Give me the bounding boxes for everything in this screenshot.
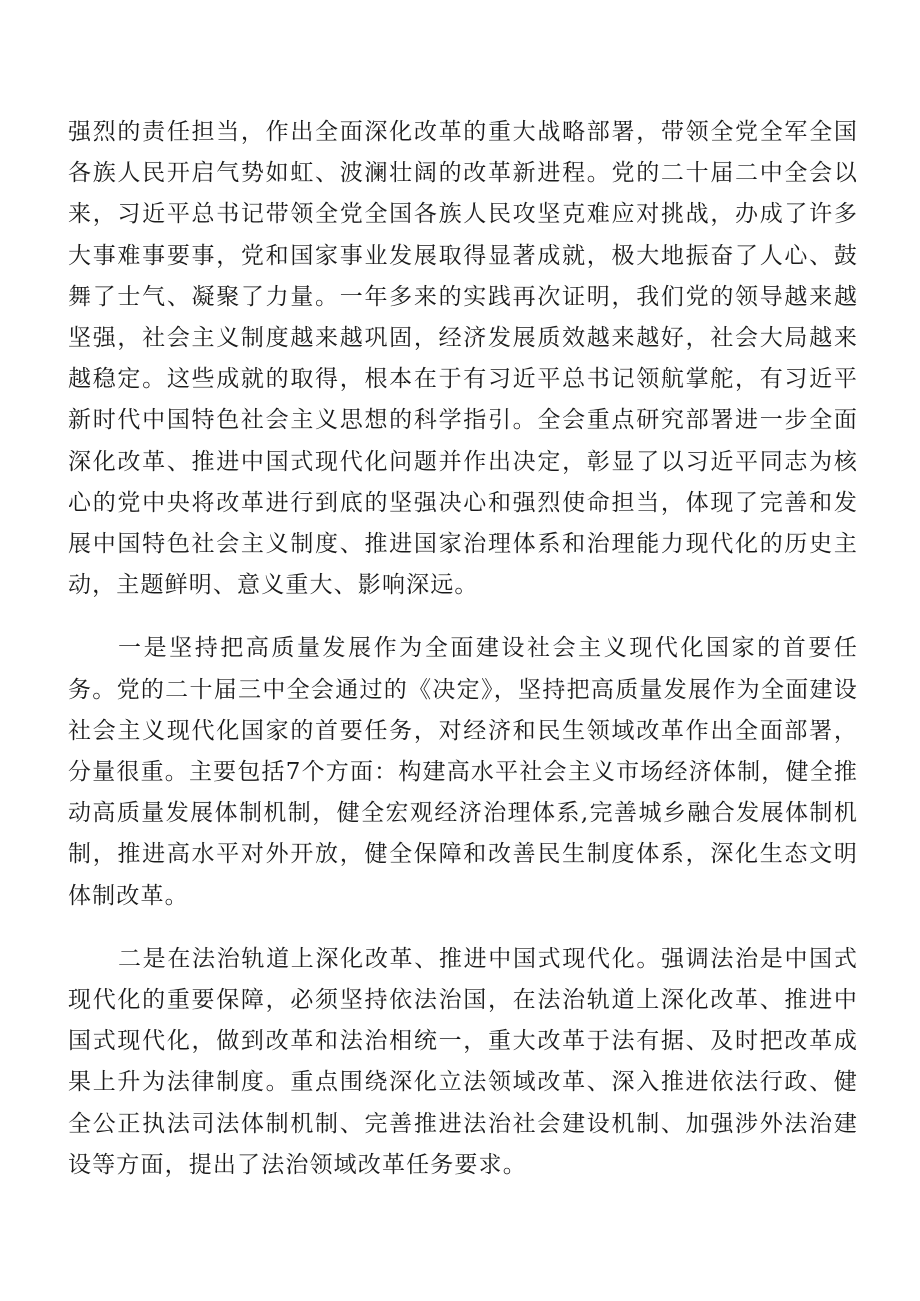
paragraph-intro: 强烈的责任担当，作出全面深化改革的重大战略部署，带领全党全军全国各族人民开启气势如虹、波澜壮阔的改革新进程。党的二十届二中全会以来，习近平总书记带领全党全国各族人民攻坚克难应对挑战，办成了许多大事难事要事，党和国家事业发展取得显著成就，极大地振奋了人心、鼓舞了士气、凝聚了力量。一年多来的实践再次证明，我们党的领导越来越坚强，社会主义制度越来越巩固，经济发展质效越来越好，社会大局越来越稳定。这些成就的取得，根本在于有习近平总书记领航掌舵，有习近平新时代中国特色社会主义思想的科学指引。全会重点研究部署进一步全面深化改革、推进中国式现代化问题并作出决定，彰显了以习近平同志为核心的党中央将改革进行到底的坚强决心和强烈使命担当，体现了完善和发展中国特色社会主义制度、推进国家治理体系和治理能力现代化的历史主动，主题鲜明、意义重大、影响深远。 bbox=[68, 119, 858, 599]
document-body bbox=[68, 112, 858, 1186]
paragraph-point-two: 二是在法治轨道上深化改革、推进中国式现代化。强调法治是中国式现代化的重要保障，必须坚持依法治国，在法治轨道上深化改革、推进中国式现代化，做到改革和法治相统一，重大改革于法有据、及时把改革成果上升为法律制度。重点围绕深化立法领域改革、深入推进依法行政、健全公正执法司法体制机制、完善推进法治社会建设机制、加强涉外法治建设等方面，提出了法治领域改革任务要求。 bbox=[68, 945, 858, 1178]
paragraph-point-one: 一是坚持把高质量发展作为全面建设社会主义现代化国家的首要任务。党的二十届三中全会通过的《决定》，坚持把高质量发展作为全面建设社会主义现代化国家的首要任务，对经济和民生领域改革作出全面部署，分量很重。主要包括7个方面：构建高水平社会主义市场经济体制，健全推动高质量发展体制机制，健全宏观经济治理体系,完善城乡融合发展体制机制，推进高水平对外开放，健全保障和改善民生制度体系，深化生态文明体制改革。 bbox=[68, 635, 858, 909]
